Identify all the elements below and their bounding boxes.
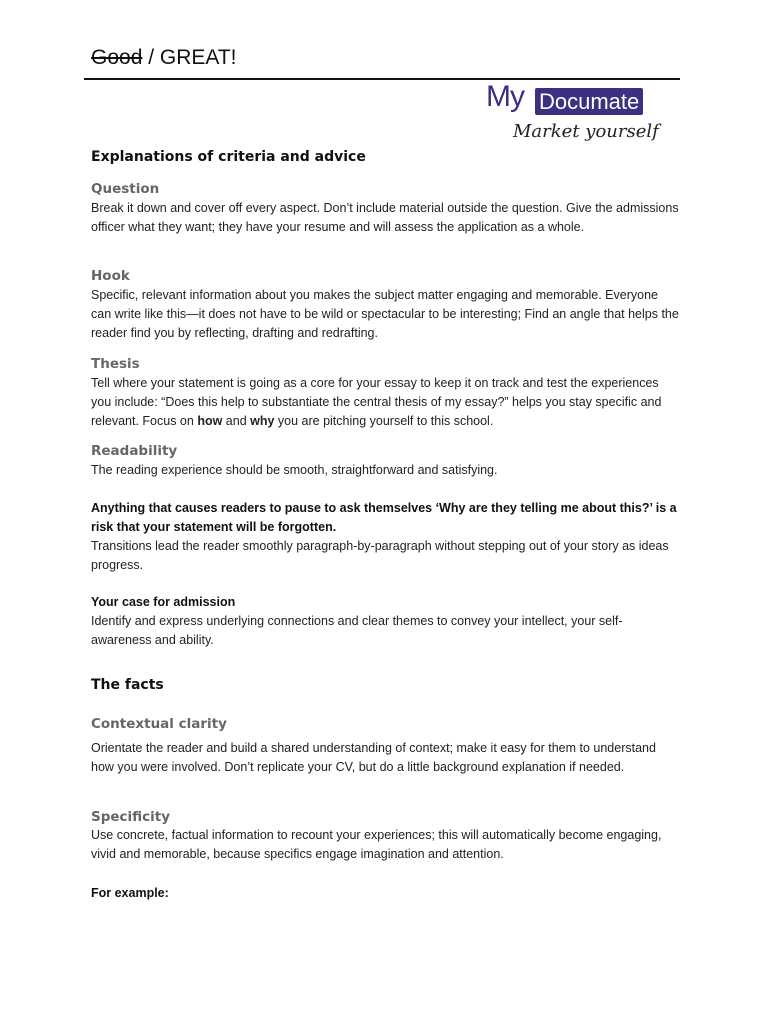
transitions-text: Transitions lead the reader smoothly paragraph-by-paragraph without stepping out of your story as ideas progress.	[91, 539, 669, 572]
specificity-heading: Specificity	[91, 809, 171, 825]
clarity-body: Orientate the reader and build a shared understanding of context; make it easy for them to understand how you were involved. Don’t replicate your CV, but do a little background explanation if needed.	[91, 741, 656, 774]
thesis-heading: Thesis	[91, 356, 140, 372]
example-label: For example:	[91, 886, 169, 900]
pause-warning: Anything that causes readers to pause to ask themselves ‘Why are they telling me about this?’ is a risk that your statement will be forgotten.	[91, 501, 677, 534]
section-heading-criteria: Explanations of criteria and advice	[91, 149, 366, 165]
question-body: Break it down and cover off every aspect. Don’t include material outside the question. Give the admissions officer what they want; they have your resume and will assess the application as a whole.	[91, 201, 679, 234]
logo-my: My	[486, 80, 524, 113]
case-heading: Your case for admission	[91, 595, 236, 609]
thesis-why: why	[250, 414, 275, 428]
thesis-how: how	[197, 414, 223, 428]
case-body: Identify and express underlying connections and clear themes to convey your intellect, your self-awareness and ability.	[91, 614, 623, 647]
title-rest: / GREAT!	[142, 46, 237, 69]
specificity-body: Use concrete, factual information to recount your experiences; this will automatically become engaging, vivid and memorable, because specifics engage imagination and attention.	[91, 828, 662, 861]
hook-heading: Hook	[91, 268, 130, 284]
document-title	[91, 46, 237, 70]
thesis-body-part2: you are pitching yourself to this school.	[274, 414, 494, 428]
readability-body: The reading experience should be smooth, straightforward and satisfying.	[91, 463, 498, 477]
logo-documate: Documate	[535, 88, 643, 115]
clarity-heading: Contextual clarity	[91, 716, 227, 732]
logo-tagline: Market yourself	[513, 121, 659, 142]
thesis-body	[91, 374, 681, 431]
question-heading: Question	[91, 181, 160, 197]
thesis-body-part1: Tell where your statement is going as a core for your essay to keep it on track and test the experiences you include: “Does this help to substantiate the central thesis of my essay?” helps you stay specific and relevant. Focus on	[91, 376, 662, 428]
thesis-and: and	[222, 414, 251, 428]
hook-body: Specific, relevant information about you makes the subject matter engaging and memorable. Everyone can write like this—it does not have to be wild or spectacular to be interesting; Find an angle that helps the reader find you by reflecting, drafting and redrafting.	[91, 288, 679, 340]
section-heading-facts: The facts	[91, 677, 164, 693]
readability-heading: Readability	[91, 443, 178, 459]
title-struck-word: Good	[91, 46, 143, 69]
mydocumate-logo	[486, 80, 676, 146]
